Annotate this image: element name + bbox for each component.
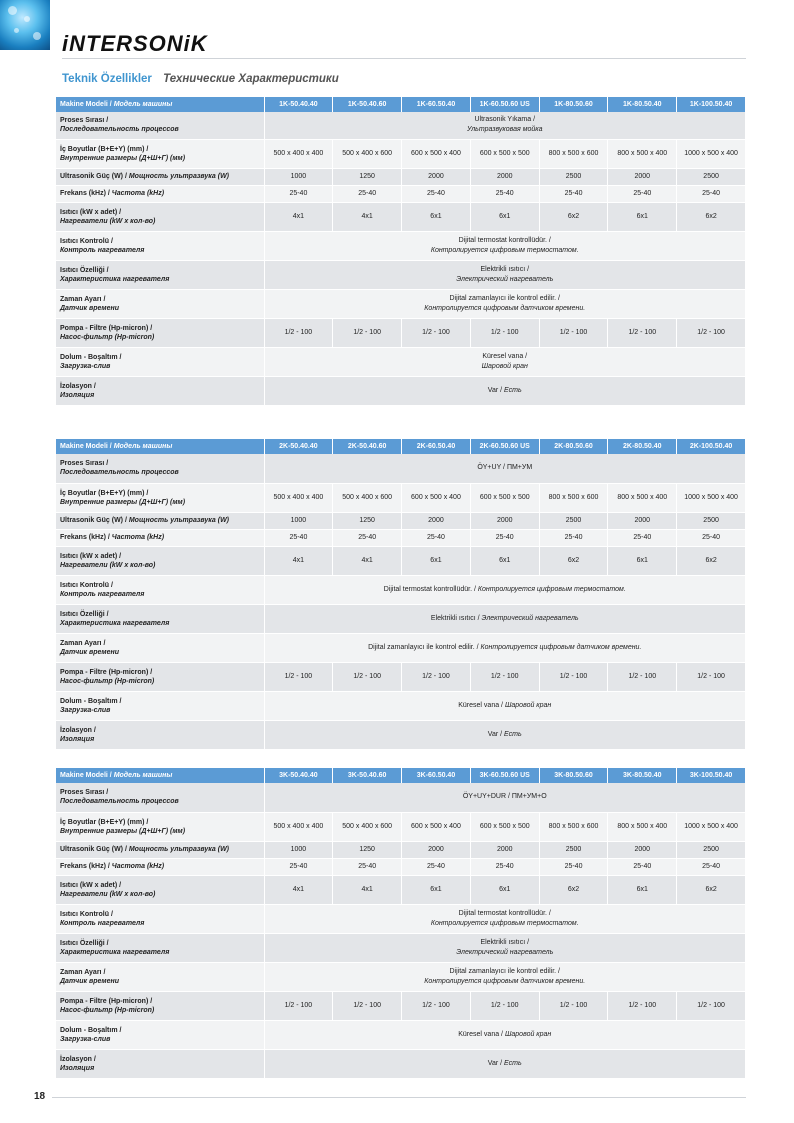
row-label: Frekans (kHz) / Частота (kHz) xyxy=(56,858,264,875)
value-cell: 800 x 500 x 400 xyxy=(608,812,677,841)
row-label: Dolum - Boşaltım / Загрузка-слив xyxy=(56,347,264,376)
table-row xyxy=(56,347,746,376)
table-row xyxy=(56,376,746,405)
table-row xyxy=(56,904,746,933)
row-label: İzolasyon / Изоляция xyxy=(56,376,264,405)
value-cell: 6x1 xyxy=(470,202,539,231)
model-cell: 3K-100.50.40 xyxy=(677,768,746,783)
value-cell: 1/2 - 100 xyxy=(470,991,539,1020)
value-cell: 25-40 xyxy=(608,858,677,875)
table-row xyxy=(56,202,746,231)
table-header-row xyxy=(56,97,746,112)
value-cell: 2500 xyxy=(539,841,608,858)
model-cell: 3K-80.50.40 xyxy=(608,768,677,783)
value-cell: 1000 x 500 x 400 xyxy=(677,483,746,512)
row-label: Pompa - Filtre (Hp-micron) / Насос-фильтр (Hp-micron) xyxy=(56,991,264,1020)
table-row xyxy=(56,318,746,347)
value-cell: 6x1 xyxy=(608,202,677,231)
row-label: Zaman Ayarı / Датчик времени xyxy=(56,962,264,991)
row-label: Isıtıcı Özelliği / Характеристика нагревателя xyxy=(56,604,264,633)
section-title-ru: Технические Характеристики xyxy=(163,73,339,85)
value-cell: 4x1 xyxy=(264,546,333,575)
value-cell: 1/2 - 100 xyxy=(470,318,539,347)
merged-value: Dijital zamanlayıcı ile kontrol edilir. / Контролируется цифровым датчиком времени. xyxy=(264,962,746,991)
merged-value: Var / Есть xyxy=(264,376,746,405)
row-label: Zaman Ayarı / Датчик времени xyxy=(56,633,264,662)
table-row xyxy=(56,1049,746,1078)
page-number: 18 xyxy=(34,1091,46,1102)
value-cell: 25-40 xyxy=(333,858,402,875)
model-cell: 1K-60.50.60 US xyxy=(470,97,539,112)
value-cell: 800 x 500 x 400 xyxy=(608,483,677,512)
value-cell: 4x1 xyxy=(333,546,402,575)
table-row xyxy=(56,546,746,575)
model-cell: 2K-60.50.40 xyxy=(402,439,471,454)
table-row xyxy=(56,604,746,633)
model-cell: 3K-50.40.60 xyxy=(333,768,402,783)
value-cell: 1/2 - 100 xyxy=(677,662,746,691)
row-label: İzolasyon / Изоляция xyxy=(56,1049,264,1078)
section-title-tr: Teknik Özellikler xyxy=(62,73,152,85)
value-cell: 6x2 xyxy=(539,875,608,904)
merged-value: Var / Есть xyxy=(264,720,746,749)
table-row xyxy=(56,139,746,168)
row-label: İç Boyutlar (B+E+Y) (mm) / Внутренние размеры (Д+Ш+Г) (мм) xyxy=(56,812,264,841)
row-label: Zaman Ayarı / Датчик времени xyxy=(56,289,264,318)
value-cell: 25-40 xyxy=(264,858,333,875)
value-cell: 500 x 400 x 400 xyxy=(264,483,333,512)
table-row xyxy=(56,633,746,662)
table-header-row xyxy=(56,768,746,783)
value-cell: 25-40 xyxy=(677,529,746,546)
value-cell: 25-40 xyxy=(539,858,608,875)
value-cell: 2000 xyxy=(608,512,677,529)
value-cell: 800 x 500 x 600 xyxy=(539,812,608,841)
value-cell: 4x1 xyxy=(333,875,402,904)
merged-value: Elektrikli ısıtıcı / Электрический нагреватель xyxy=(264,260,746,289)
value-cell: 1/2 - 100 xyxy=(608,991,677,1020)
value-cell: 600 x 500 x 400 xyxy=(402,139,471,168)
value-cell: 1000 xyxy=(264,841,333,858)
value-cell: 6x2 xyxy=(539,546,608,575)
model-cell: 1K-100.50.40 xyxy=(677,97,746,112)
merged-value: Dijital zamanlayıcı ile kontrol edilir. / Контролируется цифровым датчиком времени. xyxy=(264,633,746,662)
value-cell: 25-40 xyxy=(608,529,677,546)
model-header: Makine Modeli / Модель машины xyxy=(56,97,264,112)
table-row xyxy=(56,112,746,139)
row-label: İç Boyutlar (B+E+Y) (mm) / Внутренние размеры (Д+Ш+Г) (мм) xyxy=(56,483,264,512)
value-cell: 2000 xyxy=(470,512,539,529)
value-cell: 1/2 - 100 xyxy=(539,662,608,691)
row-label: Isıtıcı Özelliği / Характеристика нагревателя xyxy=(56,260,264,289)
merged-value: Dijital zamanlayıcı ile kontrol edilir. / Контролируется цифровым датчиком времени. xyxy=(264,289,746,318)
value-cell: 6x1 xyxy=(402,546,471,575)
row-label: Ultrasonik Güç (W) / Мощность ультразвука (W) xyxy=(56,512,264,529)
model-cell: 2K-100.50.40 xyxy=(677,439,746,454)
value-cell: 6x1 xyxy=(402,875,471,904)
row-label: Isıtıcı Kontrolü / Контроль нагревателя xyxy=(56,575,264,604)
row-label: Proses Sırası / Последовательность процессов xyxy=(56,112,264,139)
value-cell: 2000 xyxy=(402,168,471,185)
table-row xyxy=(56,991,746,1020)
table-row xyxy=(56,512,746,529)
table-row xyxy=(56,841,746,858)
value-cell: 1000 xyxy=(264,512,333,529)
value-cell: 6x1 xyxy=(608,546,677,575)
merged-value: ÖY+UY+DUR / ПМ+УМ+О xyxy=(264,783,746,812)
value-cell: 2500 xyxy=(677,841,746,858)
section-title xyxy=(62,73,339,85)
value-cell: 25-40 xyxy=(470,858,539,875)
value-cell: 25-40 xyxy=(470,529,539,546)
table-row xyxy=(56,289,746,318)
value-cell: 2500 xyxy=(677,512,746,529)
merged-value: Küresel vana / Шаровой кран xyxy=(264,347,746,376)
model-cell: 3K-80.50.60 xyxy=(539,768,608,783)
value-cell: 6x2 xyxy=(677,546,746,575)
merged-value: Dijital termostat kontrollüdür. / Контролируется цифровым термостатом. xyxy=(264,231,746,260)
table-row xyxy=(56,168,746,185)
value-cell: 1/2 - 100 xyxy=(402,662,471,691)
value-cell: 6x1 xyxy=(402,202,471,231)
value-cell: 500 x 400 x 600 xyxy=(333,812,402,841)
spec-table-2k xyxy=(56,439,746,750)
value-cell: 25-40 xyxy=(539,185,608,202)
value-cell: 25-40 xyxy=(402,529,471,546)
value-cell: 6x1 xyxy=(608,875,677,904)
value-cell: 600 x 500 x 500 xyxy=(470,483,539,512)
merged-value: Var / Есть xyxy=(264,1049,746,1078)
value-cell: 1250 xyxy=(333,512,402,529)
table-row xyxy=(56,691,746,720)
row-label: Isıtıcı Kontrolü / Контроль нагревателя xyxy=(56,904,264,933)
row-label: Dolum - Boşaltım / Загрузка-слив xyxy=(56,691,264,720)
value-cell: 25-40 xyxy=(470,185,539,202)
value-cell: 600 x 500 x 500 xyxy=(470,139,539,168)
value-cell: 1/2 - 100 xyxy=(539,318,608,347)
row-label: Isıtıcı (kW x adet) / Нагреватели (kW x кол-во) xyxy=(56,546,264,575)
value-cell: 1/2 - 100 xyxy=(677,991,746,1020)
row-label: Isıtıcı (kW x adet) / Нагреватели (kW x кол-во) xyxy=(56,875,264,904)
row-label: Pompa - Filtre (Hp-micron) / Насос-фильтр (Hp-micron) xyxy=(56,662,264,691)
table-row xyxy=(56,185,746,202)
model-cell: 1K-50.40.40 xyxy=(264,97,333,112)
row-label: Isıtıcı Kontrolü / Контроль нагревателя xyxy=(56,231,264,260)
merged-value: ÖY+UY / ПМ+УМ xyxy=(264,454,746,483)
table-row xyxy=(56,812,746,841)
value-cell: 1000 x 500 x 400 xyxy=(677,812,746,841)
value-cell: 1/2 - 100 xyxy=(402,318,471,347)
value-cell: 6x2 xyxy=(677,202,746,231)
table-row xyxy=(56,260,746,289)
model-cell: 1K-80.50.40 xyxy=(608,97,677,112)
value-cell: 25-40 xyxy=(402,185,471,202)
table-row xyxy=(56,933,746,962)
row-label: Ultrasonik Güç (W) / Мощность ультразвука (W) xyxy=(56,168,264,185)
value-cell: 25-40 xyxy=(402,858,471,875)
value-cell: 6x1 xyxy=(470,875,539,904)
model-cell: 1K-50.40.60 xyxy=(333,97,402,112)
logo-image xyxy=(0,0,50,50)
value-cell: 1000 xyxy=(264,168,333,185)
brand-logo: iNTERSONiK xyxy=(62,31,208,56)
table-row xyxy=(56,575,746,604)
value-cell: 4x1 xyxy=(264,202,333,231)
footer-divider xyxy=(52,1097,746,1098)
row-label: Ultrasonik Güç (W) / Мощность ультразвука (W) xyxy=(56,841,264,858)
value-cell: 25-40 xyxy=(264,529,333,546)
row-label: Proses Sırası / Последовательность процессов xyxy=(56,454,264,483)
value-cell: 500 x 400 x 400 xyxy=(264,139,333,168)
value-cell: 25-40 xyxy=(608,185,677,202)
value-cell: 25-40 xyxy=(333,185,402,202)
table-row xyxy=(56,858,746,875)
merged-value: Elektrikli ısıtıcı / Электрический нагреватель xyxy=(264,604,746,633)
row-label: Isıtıcı Özelliği / Характеристика нагревателя xyxy=(56,933,264,962)
model-header: Makine Modeli / Модель машины xyxy=(56,439,264,454)
table-row xyxy=(56,662,746,691)
value-cell: 25-40 xyxy=(677,185,746,202)
merged-value: Küresel vana / Шаровой кран xyxy=(264,691,746,720)
value-cell: 2500 xyxy=(539,168,608,185)
value-cell: 2000 xyxy=(608,168,677,185)
value-cell: 2000 xyxy=(608,841,677,858)
value-cell: 1/2 - 100 xyxy=(333,318,402,347)
value-cell: 25-40 xyxy=(539,529,608,546)
table-row xyxy=(56,783,746,812)
value-cell: 25-40 xyxy=(333,529,402,546)
table-row xyxy=(56,231,746,260)
value-cell: 800 x 500 x 600 xyxy=(539,483,608,512)
merged-value: Ultrasonik Yıkama / Ультразвуковая мойка xyxy=(264,112,746,139)
value-cell: 2500 xyxy=(539,512,608,529)
value-cell: 1/2 - 100 xyxy=(402,991,471,1020)
model-cell: 2K-50.40.40 xyxy=(264,439,333,454)
value-cell: 1/2 - 100 xyxy=(608,318,677,347)
model-cell: 3K-60.50.40 xyxy=(402,768,471,783)
merged-value: Dijital termostat kontrollüdür. / Контролируется цифровым термостатом. xyxy=(264,904,746,933)
model-cell: 3K-60.50.60 US xyxy=(470,768,539,783)
value-cell: 6x2 xyxy=(539,202,608,231)
row-label: Frekans (kHz) / Частота (kHz) xyxy=(56,185,264,202)
value-cell: 600 x 500 x 400 xyxy=(402,812,471,841)
model-header: Makine Modeli / Модель машины xyxy=(56,768,264,783)
model-cell: 1K-80.50.60 xyxy=(539,97,608,112)
model-cell: 2K-60.50.60 US xyxy=(470,439,539,454)
row-label: İç Boyutlar (B+E+Y) (mm) / Внутренние размеры (Д+Ш+Г) (мм) xyxy=(56,139,264,168)
model-cell: 2K-80.50.60 xyxy=(539,439,608,454)
value-cell: 1/2 - 100 xyxy=(333,991,402,1020)
value-cell: 500 x 400 x 600 xyxy=(333,139,402,168)
row-label: Proses Sırası / Последовательность процессов xyxy=(56,783,264,812)
table-row xyxy=(56,962,746,991)
value-cell: 6x2 xyxy=(677,875,746,904)
value-cell: 1000 x 500 x 400 xyxy=(677,139,746,168)
table-row xyxy=(56,720,746,749)
value-cell: 600 x 500 x 500 xyxy=(470,812,539,841)
value-cell: 25-40 xyxy=(677,858,746,875)
value-cell: 2000 xyxy=(402,841,471,858)
table-row xyxy=(56,875,746,904)
value-cell: 1/2 - 100 xyxy=(333,662,402,691)
model-cell: 2K-80.50.40 xyxy=(608,439,677,454)
table-row xyxy=(56,483,746,512)
value-cell: 4x1 xyxy=(264,875,333,904)
value-cell: 1/2 - 100 xyxy=(470,662,539,691)
spec-table-3k xyxy=(56,768,746,1079)
model-cell: 1K-60.50.40 xyxy=(402,97,471,112)
value-cell: 25-40 xyxy=(264,185,333,202)
model-cell: 2K-50.40.60 xyxy=(333,439,402,454)
value-cell: 500 x 400 x 400 xyxy=(264,812,333,841)
value-cell: 1/2 - 100 xyxy=(677,318,746,347)
value-cell: 2000 xyxy=(470,168,539,185)
value-cell: 1/2 - 100 xyxy=(264,991,333,1020)
value-cell: 600 x 500 x 400 xyxy=(402,483,471,512)
merged-value: Elektrikli ısıtıcı / Электрический нагреватель xyxy=(264,933,746,962)
value-cell: 2000 xyxy=(402,512,471,529)
row-label: Pompa - Filtre (Hp-micron) / Насос-фильтр (Hp-micron) xyxy=(56,318,264,347)
table-row xyxy=(56,454,746,483)
value-cell: 6x1 xyxy=(470,546,539,575)
merged-value: Küresel vana / Шаровой кран xyxy=(264,1020,746,1049)
spec-table-1k xyxy=(56,97,746,406)
row-label: Dolum - Boşaltım / Загрузка-слив xyxy=(56,1020,264,1049)
table-row xyxy=(56,529,746,546)
value-cell: 800 x 500 x 400 xyxy=(608,139,677,168)
value-cell: 2500 xyxy=(677,168,746,185)
row-label: İzolasyon / Изоляция xyxy=(56,720,264,749)
value-cell: 1250 xyxy=(333,841,402,858)
table-row xyxy=(56,1020,746,1049)
row-label: Isıtıcı (kW x adet) / Нагреватели (kW x кол-во) xyxy=(56,202,264,231)
header-divider xyxy=(62,58,746,59)
value-cell: 1/2 - 100 xyxy=(608,662,677,691)
value-cell: 4x1 xyxy=(333,202,402,231)
value-cell: 1250 xyxy=(333,168,402,185)
value-cell: 2000 xyxy=(470,841,539,858)
row-label: Frekans (kHz) / Частота (kHz) xyxy=(56,529,264,546)
value-cell: 800 x 500 x 600 xyxy=(539,139,608,168)
value-cell: 1/2 - 100 xyxy=(264,662,333,691)
model-cell: 3K-50.40.40 xyxy=(264,768,333,783)
table-header-row xyxy=(56,439,746,454)
merged-value: Dijital termostat kontrollüdür. / Контролируется цифровым термостатом. xyxy=(264,575,746,604)
value-cell: 1/2 - 100 xyxy=(539,991,608,1020)
value-cell: 1/2 - 100 xyxy=(264,318,333,347)
value-cell: 500 x 400 x 600 xyxy=(333,483,402,512)
